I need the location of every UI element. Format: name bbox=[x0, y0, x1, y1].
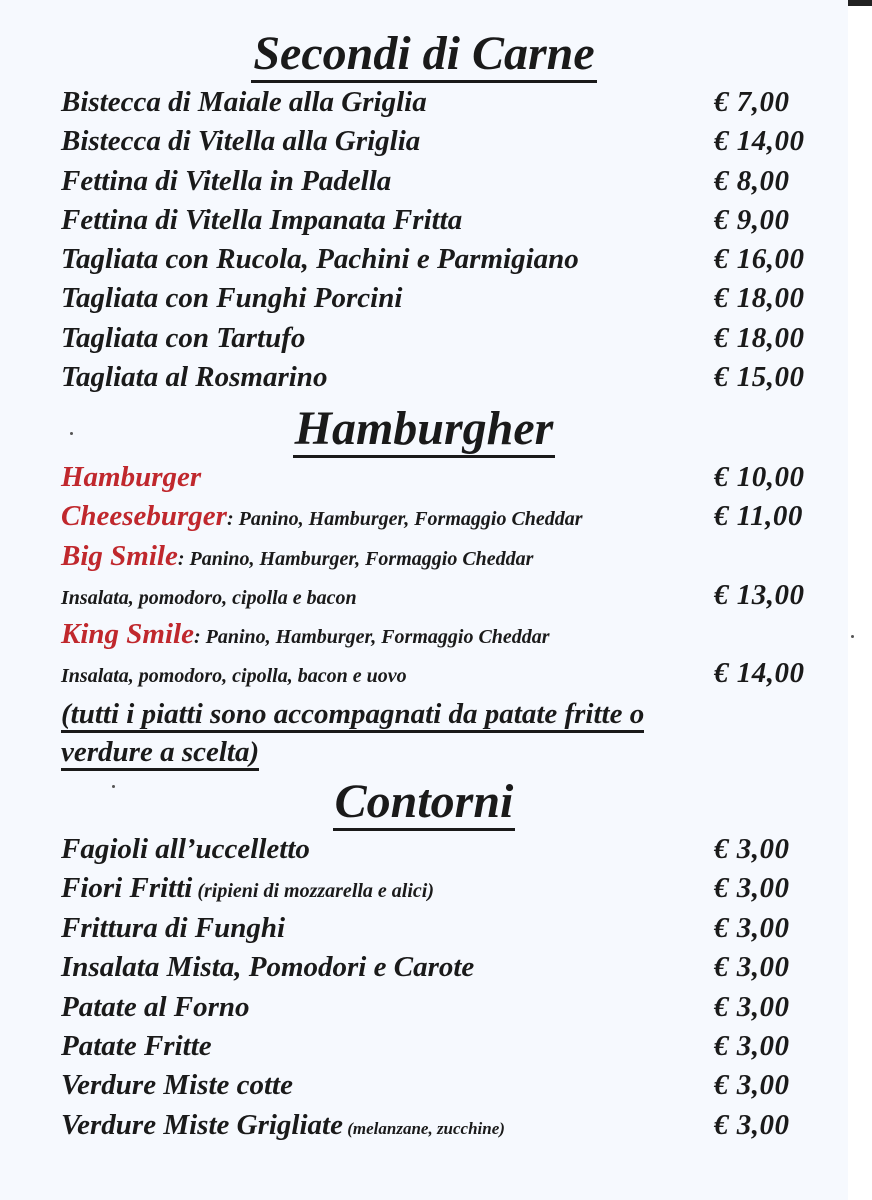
scan-speck bbox=[851, 635, 854, 638]
side-dish-note: (tutti i piatti sono accompagnati da patate fritte o verdure a scelta) bbox=[61, 695, 781, 771]
list-item: Fagioli all’uccelletto € 3,00 bbox=[61, 830, 821, 869]
list-item: Tagliata con Funghi Porcini € 18,00 bbox=[61, 279, 821, 318]
list-item: Fiori Fritti (ripieni di mozzarella e alici) € 3,00 bbox=[61, 869, 821, 908]
list-item: Patate Fritte € 3,00 bbox=[61, 1027, 821, 1066]
item-price: € 3,00 bbox=[714, 1108, 790, 1141]
item-price: € 18,00 bbox=[714, 282, 805, 315]
item-name: Big Smile bbox=[61, 539, 178, 572]
list-item: Bistecca di Vitella alla Griglia € 14,00 bbox=[61, 122, 821, 161]
item-name: King Smile bbox=[61, 618, 194, 651]
list-item bbox=[61, 615, 821, 654]
list-item bbox=[61, 497, 821, 536]
item-price: € 18,00 bbox=[714, 321, 805, 354]
item-price: € 13,00 bbox=[714, 578, 805, 611]
item-desc: : Panino, Hamburger, Formaggio Cheddar bbox=[177, 547, 534, 570]
item-desc: Insalata, pomodoro, cipolla e bacon bbox=[61, 586, 357, 609]
item-name: Cheeseburger bbox=[61, 500, 227, 533]
carne-list bbox=[61, 83, 821, 397]
item-price: € 15,00 bbox=[714, 361, 805, 394]
item-price: € 3,00 bbox=[714, 990, 790, 1023]
item-extra: (ripieni di mozzarella e alici) bbox=[192, 880, 435, 903]
contorni-list bbox=[61, 830, 821, 1145]
list-item: Bistecca di Maiale alla Griglia € 7,00 bbox=[61, 83, 821, 122]
list-item: Fettina di Vitella in Padella € 8,00 bbox=[61, 162, 821, 201]
scan-speck bbox=[112, 785, 115, 788]
list-item bbox=[61, 458, 821, 497]
item-price: € 14,00 bbox=[714, 657, 805, 690]
item-price: € 14,00 bbox=[714, 125, 805, 158]
item-price: € 3,00 bbox=[714, 911, 790, 944]
list-item: Insalata Mista, Pomodori e Carote € 3,00 bbox=[61, 948, 821, 987]
item-price: € 3,00 bbox=[714, 951, 790, 984]
list-item bbox=[61, 537, 821, 576]
scan-speck bbox=[70, 432, 73, 435]
item-price: € 10,00 bbox=[714, 461, 805, 493]
list-item: Fettina di Vitella Impanata Fritta € 9,00 bbox=[61, 201, 821, 240]
hamburgher-list bbox=[61, 458, 821, 694]
list-item: Frittura di Funghi € 3,00 bbox=[61, 909, 821, 948]
scan-edge bbox=[848, 0, 872, 1200]
list-item-continued bbox=[61, 576, 821, 615]
list-item: Tagliata con Tartufo € 18,00 bbox=[61, 319, 821, 358]
section-title-carne: Secondi di Carne bbox=[0, 30, 848, 83]
item-desc: Insalata, pomodoro, cipolla, bacon e uovo bbox=[61, 665, 407, 688]
section-title-contorni: Contorni bbox=[0, 778, 848, 831]
item-price: € 3,00 bbox=[714, 1069, 790, 1102]
item-desc: : Panino, Hamburger, Formaggio Cheddar bbox=[193, 626, 550, 649]
scan-edge-mark bbox=[848, 0, 872, 6]
list-item: Verdure Miste Grigliate (melanzane, zucchine) € 3,00 bbox=[61, 1106, 821, 1145]
list-item: Tagliata con Rucola, Pachini e Parmigiano € 16,00 bbox=[61, 240, 821, 279]
item-price: € 7,00 bbox=[714, 86, 790, 118]
item-price: € 16,00 bbox=[714, 243, 805, 276]
item-price: € 11,00 bbox=[714, 500, 803, 533]
item-extra: (melanzane, zucchine) bbox=[342, 1118, 505, 1138]
item-name: Hamburger bbox=[61, 461, 202, 493]
list-item: Patate al Forno € 3,00 bbox=[61, 988, 821, 1027]
list-item: Tagliata al Rosmarino € 15,00 bbox=[61, 358, 821, 397]
item-price: € 3,00 bbox=[714, 1029, 790, 1062]
section-title-hamburgher: Hamburgher bbox=[0, 405, 848, 458]
list-item: Verdure Miste cotte € 3,00 bbox=[61, 1066, 821, 1105]
item-price: € 3,00 bbox=[714, 872, 790, 905]
list-item-continued bbox=[61, 654, 821, 693]
item-price: € 8,00 bbox=[714, 164, 790, 197]
item-price: € 3,00 bbox=[714, 833, 790, 865]
item-price: € 9,00 bbox=[714, 203, 790, 236]
item-desc: : Panino, Hamburger, Formaggio Cheddar bbox=[226, 508, 583, 531]
